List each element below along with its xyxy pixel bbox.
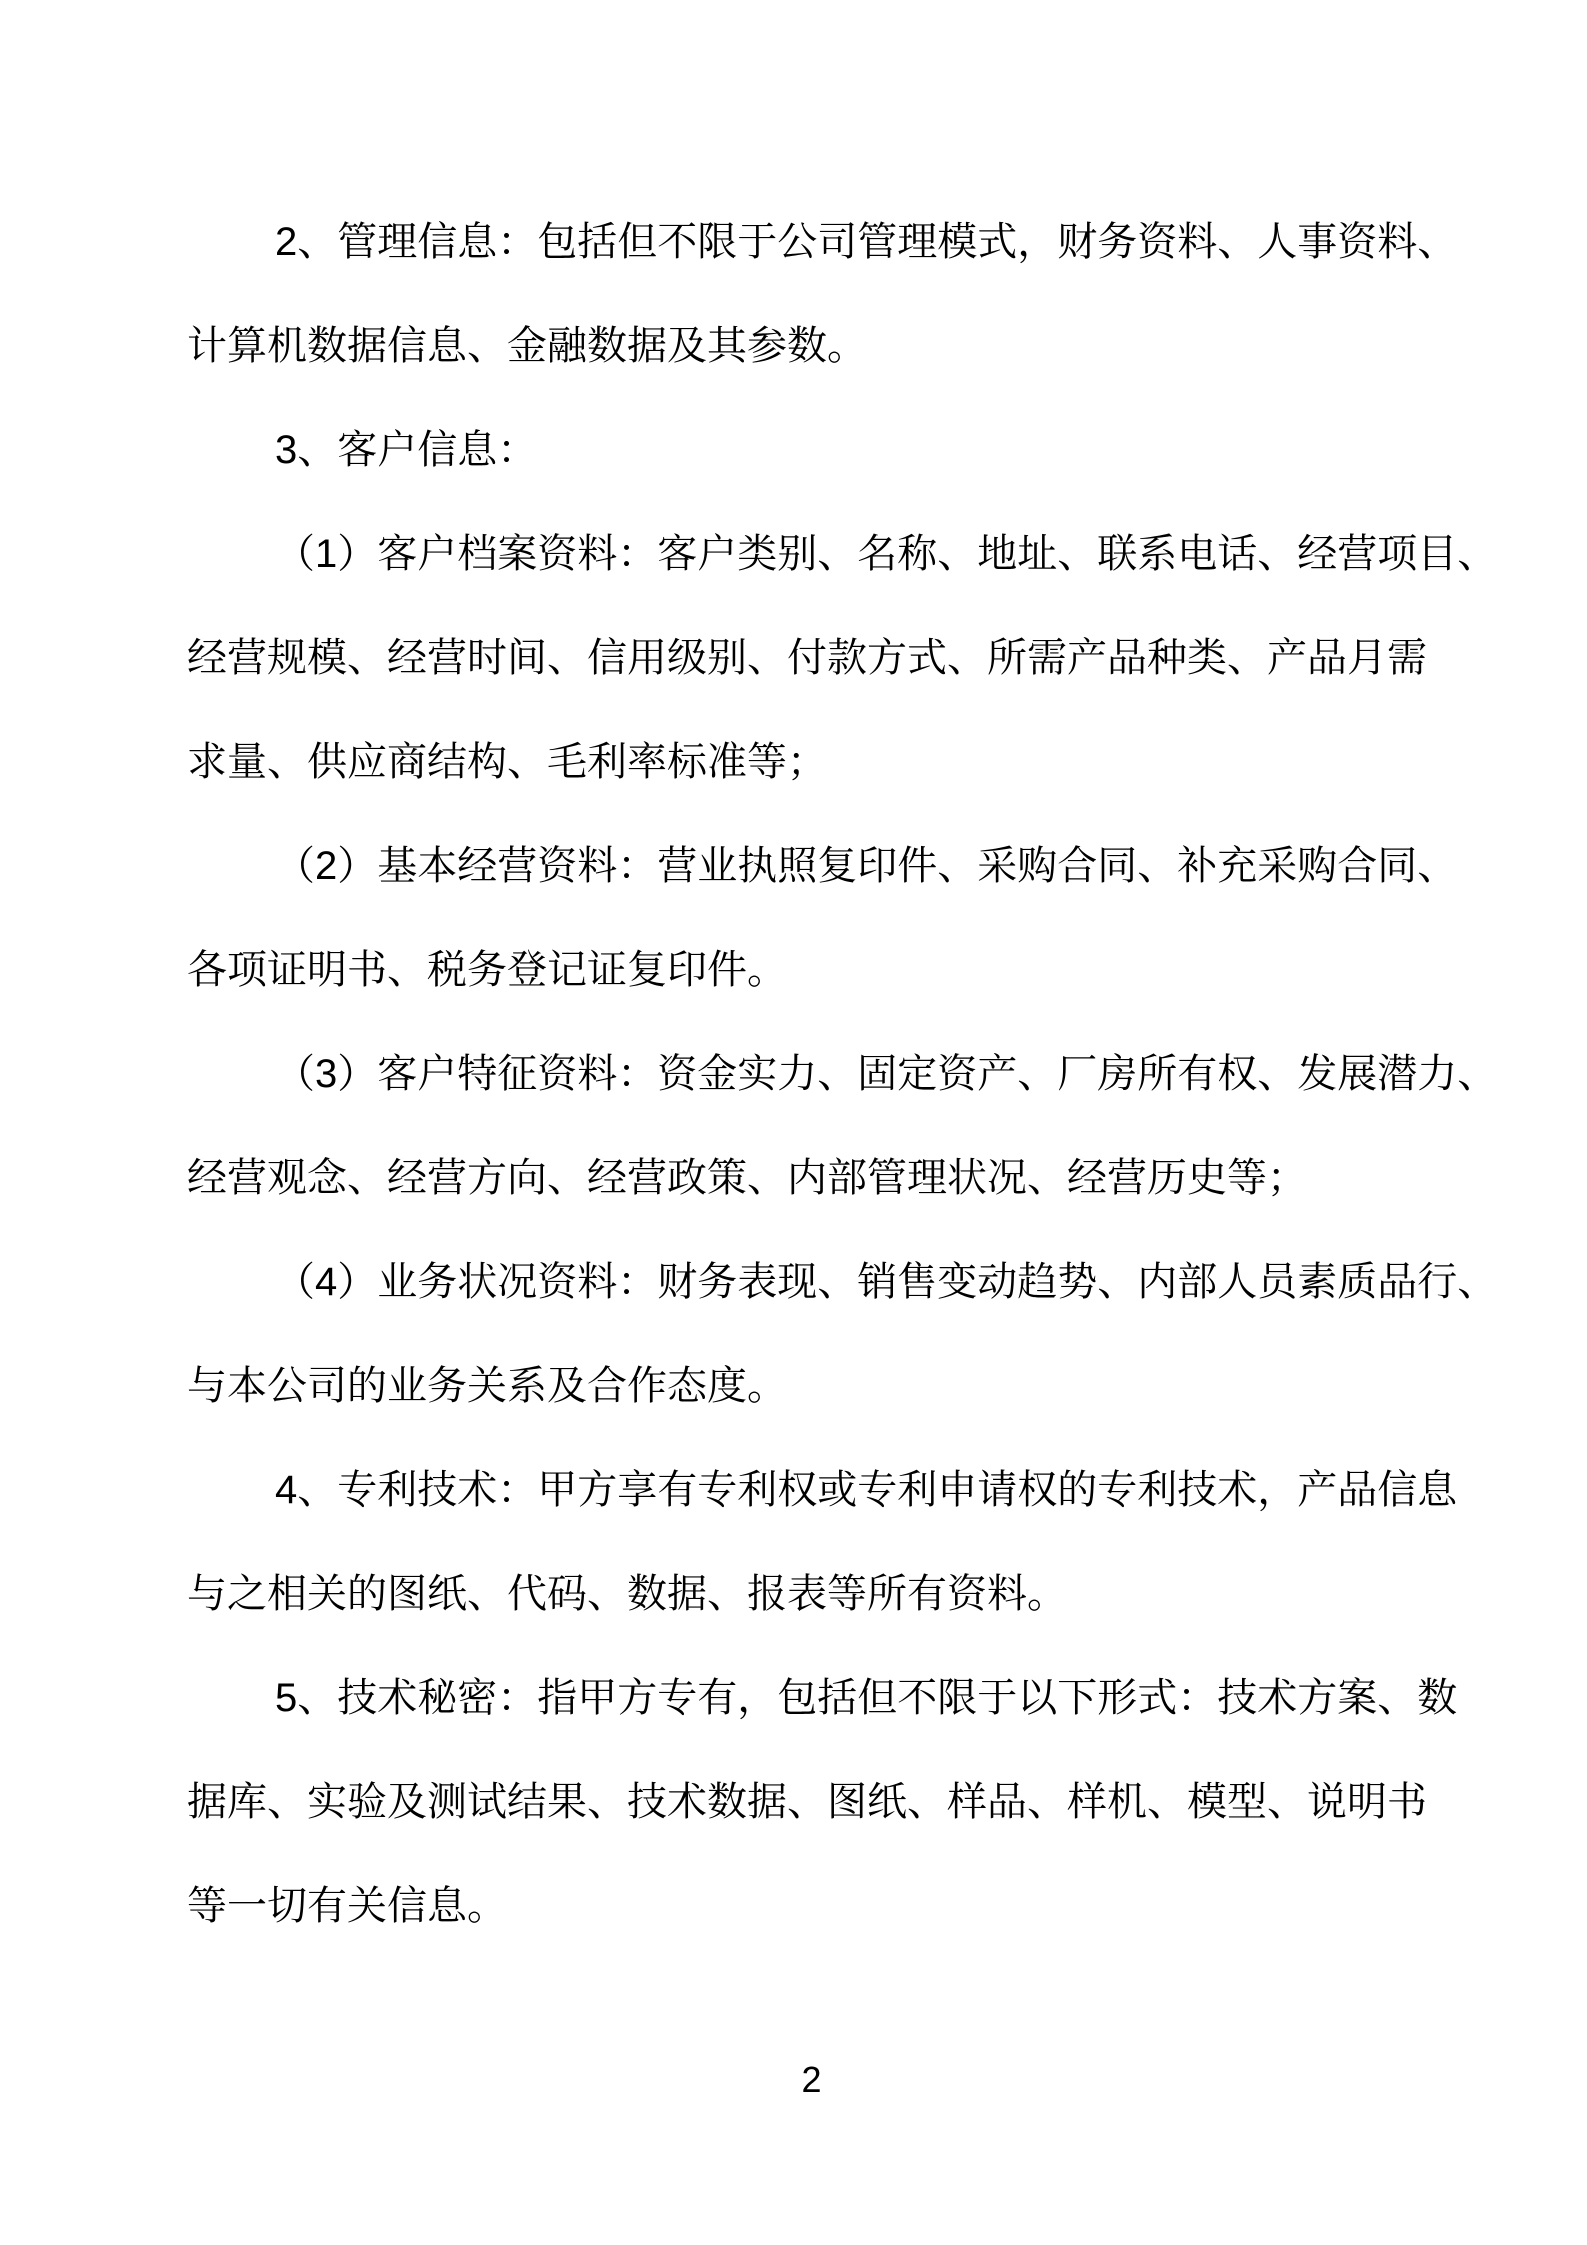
text-line: （1）客户档案资料：客户类别、名称、地址、联系电话、经营项目、: [275, 532, 1498, 576]
page-footer: [0, 2058, 1587, 2102]
document-body: [187, 190, 1498, 1958]
page-number: 2: [801, 2059, 822, 2100]
text-line: （3）客户特征资料：资金实力、固定资产、厂房所有权、发展潜力、: [275, 1052, 1498, 1096]
text-line: （2）基本经营资料：营业执照复印件、采购合同、补充采购合同、: [275, 844, 1458, 888]
text-line: 2、管理信息：包括但不限于公司管理模式，财务资料、人事资料、: [275, 220, 1458, 264]
text-line: 据库、实验及测试结果、技术数据、图纸、样品、样机、模型、说明书: [187, 1780, 1427, 1824]
text-line: （4）业务状况资料：财务表现、销售变动趋势、内部人员素质品行、: [275, 1260, 1498, 1304]
text-line: 与之相关的图纸、代码、数据、报表等所有资料。: [187, 1572, 1067, 1616]
text-line: 4、专利技术：甲方享有专利权或专利申请权的专利技术，产品信息: [275, 1468, 1458, 1512]
text-line: 计算机数据信息、金融数据及其参数。: [187, 324, 867, 368]
text-line: 求量、供应商结构、毛利率标准等；: [187, 740, 827, 784]
text-line: 各项证明书、税务登记证复印件。: [187, 948, 787, 992]
text-line: 3、客户信息：: [275, 428, 538, 472]
text-line: 经营观念、经营方向、经营政策、内部管理状况、经营历史等；: [187, 1156, 1307, 1200]
text-line: 经营规模、经营时间、信用级别、付款方式、所需产品种类、产品月需: [187, 636, 1427, 680]
text-line: 等一切有关信息。: [187, 1884, 507, 1928]
text-line: 5、技术秘密：指甲方专有，包括但不限于以下形式：技术方案、数: [275, 1676, 1458, 1720]
text-line: 与本公司的业务关系及合作态度。: [187, 1364, 787, 1408]
